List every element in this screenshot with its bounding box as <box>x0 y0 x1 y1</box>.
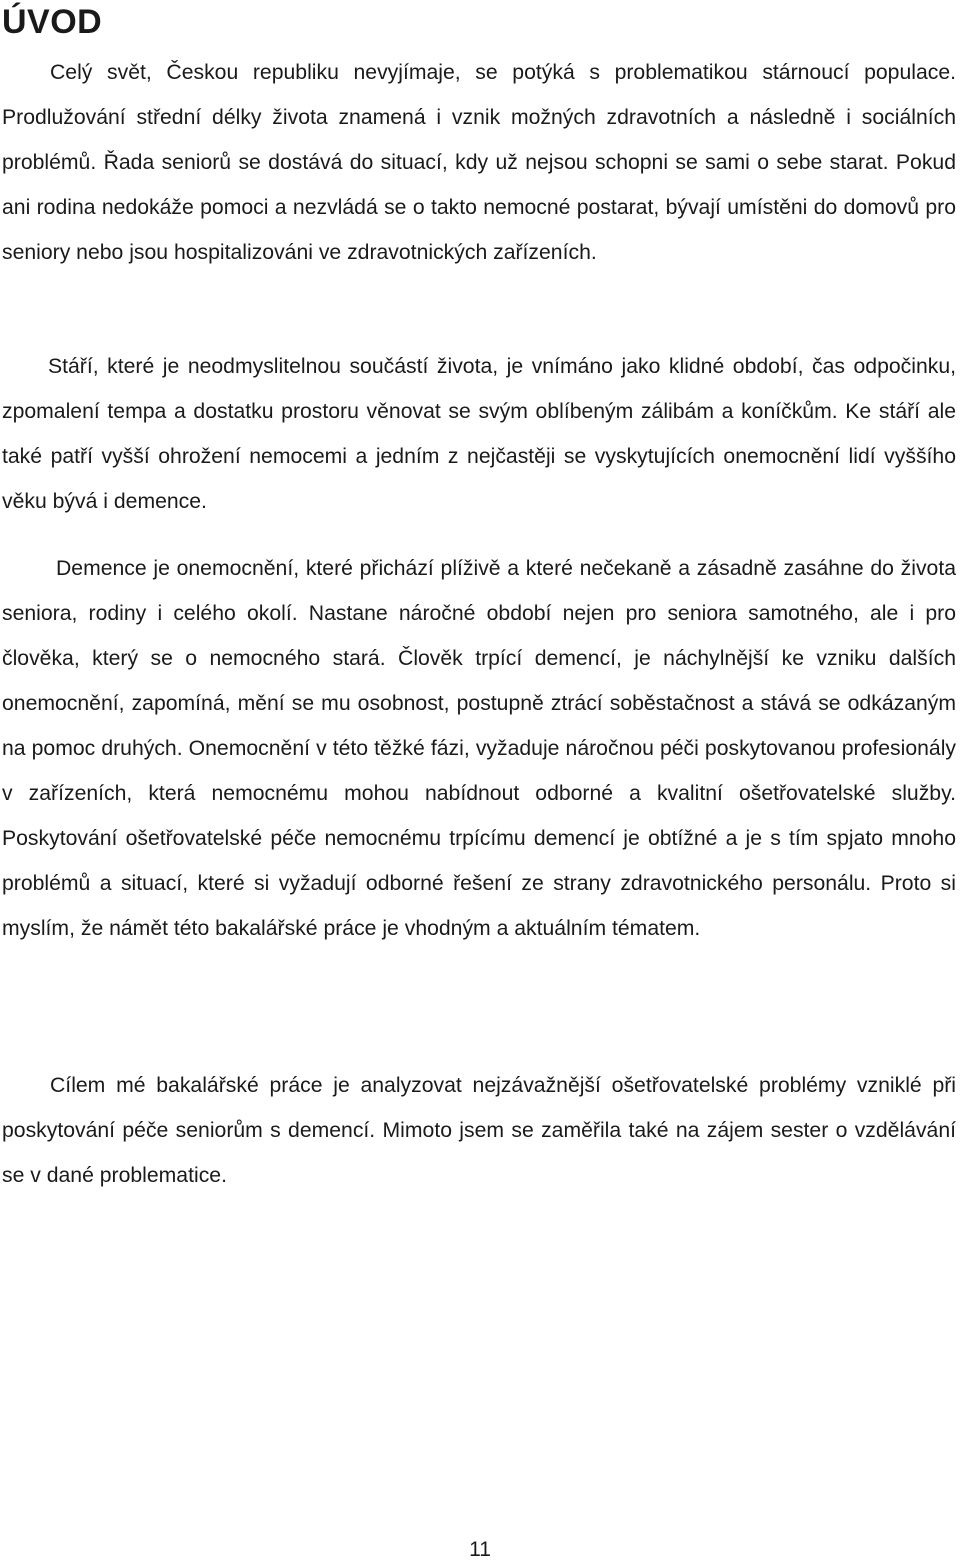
paragraph-thesis-goal: Cílem mé bakalářské práce je analyzovat nejzávažnější ošetřovatelské problémy vzniklé při poskytování péče seniorům s demencí. Mimoto jsem se zaměřila také na zájem sester o vzdělávání se v dané problematice. <box>2 1074 956 1187</box>
paragraph-old-age: Stáří, které je neodmyslitelnou součástí života, je vnímáno jako klidné období, čas odpočinku, zpomalení tempa a dostatku prostoru věnovat se svým oblíbeným zálibám a koníčkům. Ke stáří ale také patří vyšší ohrožení nemocemi a jedním z nejčastěji se vyskytujících onemocnění lidí vyššího věku bývá i demence. <box>2 355 956 513</box>
section-heading: ÚVOD <box>2 3 103 41</box>
page-number: 11 <box>469 1538 491 1561</box>
paragraph-aging-population: Celý svět, Českou republiku nevyjímaje, se potýká s problematikou stárnoucí populace. Prodlužování střední délky života znamená i vznik možných zdravotních a následně i sociálních problémů. Řada seniorů se dostává do situací, kdy už nejsou schopni se sami o sebe starat. Pokud ani rodina nedokáže pomoci a nezvládá se o takto nemocné postarat, bývají umístěni do domovů pro seniory nebo jsou hospitalizováni ve zdravotnických zařízeních. <box>2 61 956 264</box>
paragraph-dementia: Demence je onemocnění, které přichází plíživě a které nečekaně a zásadně zasáhne do života seniora, rodiny i celého okolí. Nastane náročné období nejen pro seniora samotného, ale i pro člověka, který se o nemocného stará. Člověk trpící demencí, je náchylnější ke vzniku dalších onemocnění, zapomíná, mění se mu osobnost, postupně ztrácí soběstačnost a stává se odkázaným na pomoc druhých. Onemocnění v této těžké fázi, vyžaduje náročnou péči poskytovanou profesionály v zařízeních, která nemocnému mohou nabídnout odborné a kvalitní ošetřovatelské služby. Poskytování ošetřovatelské péče nemocnému trpícímu demencí je obtížné a je s tím spjato mnoho problémů a situací, které si vyžadují odborné řešení ze strany zdravotnického personálu. Proto si myslím, že námět této bakalářské práce je vhodným a aktuálním tématem. <box>2 557 956 940</box>
